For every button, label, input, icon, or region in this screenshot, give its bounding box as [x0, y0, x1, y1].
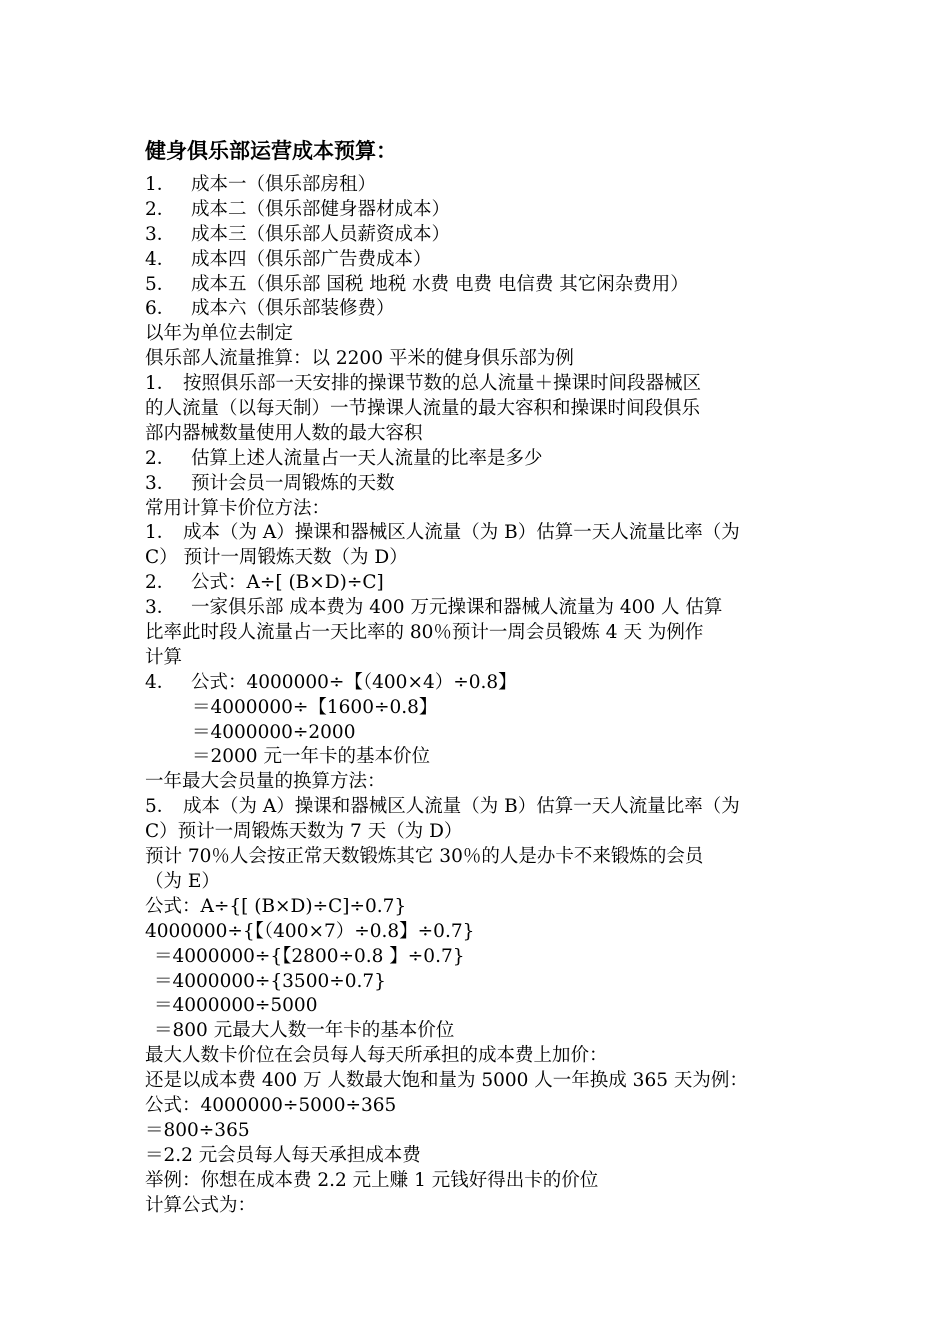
flow-step-2: 2． 估算上述人流量占一天人流量的比率是多少 — [145, 447, 543, 469]
annual-basis-text: 以年为单位去制定 — [145, 323, 294, 345]
daily-example-text: 还是以成本费 400 万 人数最大饱和量为 5000 人一年换成 365 天为例： — [145, 1070, 748, 1092]
calc-line: ＝4000000÷{3500÷0.7} — [154, 970, 386, 992]
calc-line: ＝4000000÷{【2800÷0.8 】÷0.7} — [154, 945, 465, 967]
pricing-step-3-cont: 计算 — [145, 646, 183, 668]
max-members-heading: 一年最大会员量的换算方法： — [145, 771, 386, 793]
calc-line: ＝4000000÷5000 — [154, 995, 318, 1017]
cost-item: 5． 成本五（俱乐部 国税 地税 水费 电费 电信费 其它闲杂费用） — [145, 273, 689, 295]
formula-intro-line: 计算公式为： — [145, 1194, 257, 1216]
max-step-5-cont: C）预计一周锻炼天数为 7 天（为 D） — [145, 821, 463, 843]
page-title: 健身俱乐部运营成本预算： — [145, 138, 397, 163]
daily-cost-heading: 最大人数卡价位在会员每人每天所承担的成本费上加价： — [145, 1045, 608, 1067]
document-body — [145, 173, 815, 1218]
calc-line: 4000000÷{【（400×7）÷0.8】÷0.7} — [145, 920, 475, 942]
pricing-step-1-cont: C） 预计一周锻炼天数（为 D） — [145, 547, 408, 569]
pricing-step-3: 3． 一家俱乐部 成本费为 400 万元操课和器械人流量为 400 人 估算 — [145, 597, 723, 619]
cost-item: 4． 成本四（俱乐部广告费成本） — [145, 248, 432, 270]
calc-line: ＝800 元最大人数一年卡的基本价位 — [154, 1020, 455, 1042]
example-line: 举例：你想在成本费 2.2 元上赚 1 元钱好得出卡的价位 — [145, 1169, 599, 1191]
calc-line: ＝2000 元一年卡的基本价位 — [192, 746, 430, 768]
flow-step-1-cont: 的人流量（以每天制）一节操课人流量的最大容积和操课时间段俱乐 — [145, 398, 701, 420]
cost-item: 2． 成本二（俱乐部健身器材成本） — [145, 198, 451, 220]
estimate-text: （为 E） — [145, 870, 220, 892]
pricing-step-3-cont: 比率此时段人流量占一天比率的 80％预计一周会员锻炼 4 天 为例作 — [145, 622, 704, 644]
cost-item: 6． 成本六（俱乐部装修费） — [145, 298, 395, 320]
flow-step-1: 1． 按照俱乐部一天安排的操课节数的总人流量＋操课时间段器械区 — [145, 373, 702, 395]
pricing-step-2: 2． 公式：A÷[ (B×D)÷C] — [145, 572, 384, 594]
flow-step-1-cont: 部内器械数量使用人数的最大容积 — [145, 422, 423, 444]
calc-line: ＝2.2 元会员每人每天承担成本费 — [145, 1144, 421, 1166]
calc-line: ＝4000000÷【1600÷0.8】 — [192, 696, 438, 718]
cost-item: 3． 成本三（俱乐部人员薪资成本） — [145, 223, 451, 245]
formula-line: 公式：A÷{[ (B×D)÷C]÷0.7} — [145, 895, 407, 917]
flow-step-3: 3． 预计会员一周锻炼的天数 — [145, 472, 395, 494]
cost-item: 1． 成本一（俱乐部房租） — [145, 174, 377, 195]
pricing-heading: 常用计算卡价位方法： — [145, 497, 331, 519]
flow-heading: 俱乐部人流量推算：以 2200 平米的健身俱乐部为例 — [145, 348, 574, 370]
max-step-5: 5． 成本（为 A）操课和器械区人流量（为 B）估算一天人流量比率（为 — [145, 796, 740, 818]
pricing-step-1: 1． 成本（为 A）操课和器械区人流量（为 B）估算一天人流量比率（为 — [145, 522, 740, 544]
calc-line: ＝800÷365 — [145, 1119, 250, 1141]
estimate-text: 预计 70％人会按正常天数锻炼其它 30％的人是办卡不来锻炼的会员 — [145, 846, 704, 868]
formula-line: 公式：4000000÷5000÷365 — [145, 1094, 397, 1116]
pricing-step-4: 4． 公式：4000000÷【（400×4）÷0.8】 — [145, 671, 517, 693]
calc-line: ＝4000000÷2000 — [192, 721, 356, 743]
